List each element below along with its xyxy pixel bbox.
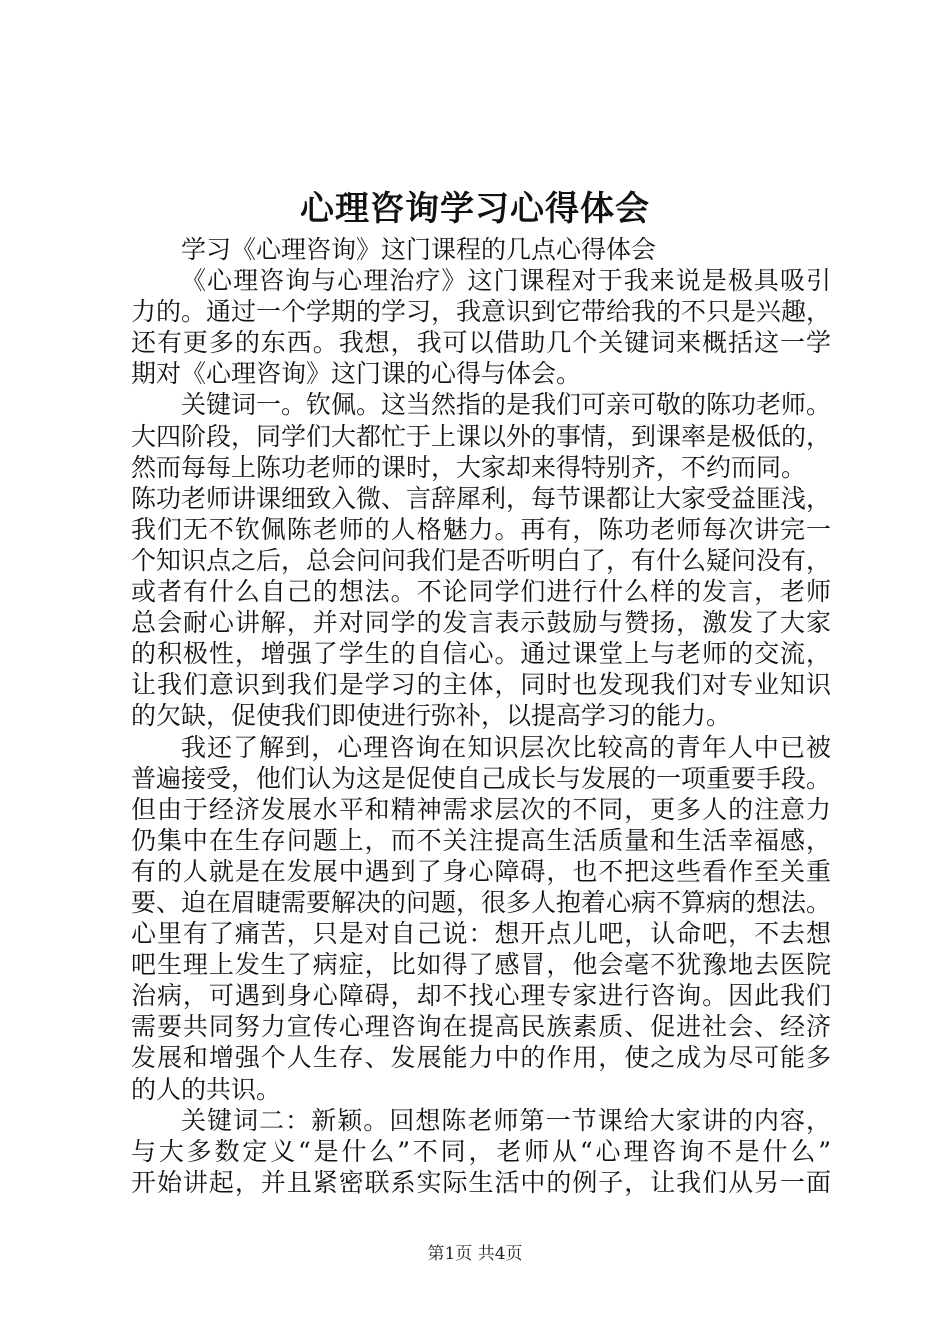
paragraph-line: 或者有什么自己的想法。不论同学们进行什么样的发言，老师 — [131, 577, 831, 607]
paragraph-line: 大四阶段，同学们大都忙于上课以外的事情，到课率是极低的， — [131, 421, 832, 451]
paragraph-line: 期对《心理咨询》这门课的心得与体会。 — [131, 359, 582, 389]
paragraph-line: 与大多数定义“是什么”不同，老师从“心理咨询不是什么” — [131, 1136, 831, 1166]
paragraph-line: 仍集中在生存问题上，而不关注提高生活质量和生活幸福感， — [131, 825, 831, 855]
subtitle-line: 学习《心理咨询》这门课程的几点心得体会 — [181, 235, 657, 264]
paragraph-line: 吧生理上发生了病症，比如得了感冒，他会毫不犹豫地去医院 — [131, 950, 831, 980]
paragraph-line: 我还了解到，心理咨询在知识层次比较高的青年人中已被 — [181, 732, 831, 762]
paragraph-line: 关键词二：新颖。回想陈老师第一节课给大家讲的内容， — [181, 1105, 831, 1135]
paragraph-line: 普遍接受，他们认为这是促使自己成长与发展的一项重要手段。 — [131, 763, 832, 793]
document-body — [131, 234, 831, 1198]
paragraph-line: 开始讲起，并且紧密联系实际生活中的例子，让我们从另一面 — [131, 1167, 831, 1197]
paragraph-line: 的人的共识。 — [131, 1074, 282, 1104]
paragraph-line: 总会耐心讲解，并对同学的发言表示鼓励与赞扬，激发了大家 — [131, 608, 831, 638]
paragraph-line: 陈功老师讲课细致入微、言辞犀利，每节课都让大家受益匪浅， — [131, 483, 832, 513]
paragraph-line: 的积极性，增强了学生的自信心。通过课堂上与老师的交流， — [131, 639, 831, 669]
paragraph-line: 有的人就是在发展中遇到了身心障碍，也不把这些看作至关重 — [131, 856, 831, 886]
paragraph-line: 力的。通过一个学期的学习，我意识到它带给我的不只是兴趣， — [131, 297, 832, 327]
paragraph-line: 我们无不钦佩陈老师的人格魅力。再有，陈功老师每次讲完一 — [131, 514, 831, 544]
paragraph-line: 心里有了痛苦，只是对自己说：想开点儿吧，认命吧，不去想 — [131, 919, 831, 949]
paragraph-line: 需要共同努力宣传心理咨询在提高民族素质、促进社会、经济 — [131, 1012, 831, 1042]
paragraph-line: 让我们意识到我们是学习的主体，同时也发现我们对专业知识 — [131, 670, 831, 700]
paragraph-line: 要、迫在眉睫需要解决的问题，很多人抱着心病不算病的想法。 — [131, 887, 832, 917]
document-title: 心理咨询学习心得体会 — [300, 189, 650, 229]
paragraph-line: 还有更多的东西。我想，我可以借助几个关键词来概括这一学 — [131, 328, 831, 358]
paragraph-line: 但由于经济发展水平和精神需求层次的不同，更多人的注意力 — [131, 794, 831, 824]
paragraph-line: 个知识点之后，总会问问我们是否听明白了，有什么疑问没有， — [131, 545, 832, 575]
paragraph-line: 的欠缺，促使我们即使进行弥补，以提高学习的能力。 — [131, 701, 732, 731]
page-number-footer: 第1页 共4页 — [427, 1244, 523, 1264]
paragraph-line: 关键词一。钦佩。这当然指的是我们可亲可敬的陈功老师。 — [181, 390, 832, 420]
paragraph-line: 《心理咨询与心理治疗》这门课程对于我来说是极具吸引 — [181, 266, 831, 296]
paragraph-line: 治病，可遇到身心障碍，却不找心理专家进行咨询。因此我们 — [131, 981, 831, 1011]
paragraph-line: 发展和增强个人生存、发展能力中的作用，使之成为尽可能多 — [131, 1043, 831, 1073]
paragraph-line: 然而每每上陈功老师的课时，大家却来得特别齐，不约而同。 — [131, 452, 807, 482]
